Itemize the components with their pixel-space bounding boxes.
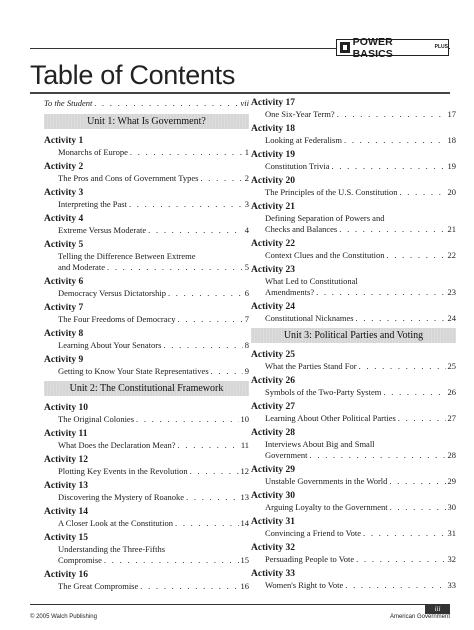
entry-title: Persuading People to Vote xyxy=(265,554,355,564)
unit-heading: Unit 1: What Is Government? xyxy=(44,114,249,129)
entry-title: Plotting Key Events in the Revolution xyxy=(58,466,188,476)
leader-dots xyxy=(356,313,446,324)
leader-dots xyxy=(136,414,238,425)
entry-page: 7 xyxy=(244,314,249,324)
entry-title: Compromise xyxy=(58,555,102,565)
entry-title: Checks and Balances xyxy=(265,224,338,234)
leader-dots xyxy=(337,109,446,120)
activity-number: Activity 12 xyxy=(44,455,89,465)
leader-dots xyxy=(316,287,445,298)
entry-title-line: Telling the Difference Between Extreme xyxy=(58,251,196,261)
leader-dots xyxy=(200,173,242,184)
entry-page: 24 xyxy=(447,313,456,323)
toc-entry xyxy=(44,403,249,425)
toc-left-column xyxy=(44,98,249,596)
entry-title: One Six-Year Term? xyxy=(265,109,335,119)
entry-title-line: Understanding the Three-Fifths xyxy=(58,544,166,554)
entry-page: 19 xyxy=(447,161,456,171)
activity-number: Activity 24 xyxy=(251,302,296,312)
toc-entry xyxy=(44,455,249,477)
activity-number: Activity 16 xyxy=(44,570,89,580)
entry-page: 3 xyxy=(244,199,249,209)
toc-entry xyxy=(251,176,456,198)
entry-title: and Moderate xyxy=(58,262,105,272)
title-rule xyxy=(30,92,450,94)
leader-dots xyxy=(386,250,445,261)
entry-title-line: Defining Separation of Powers and xyxy=(265,213,385,223)
activity-number: Activity 11 xyxy=(44,429,88,439)
entry-page: 26 xyxy=(447,387,456,397)
activity-number: Activity 22 xyxy=(251,239,296,249)
toc-entry xyxy=(44,136,249,158)
toc-entry xyxy=(251,402,456,424)
toc-entry xyxy=(44,570,249,592)
leader-dots xyxy=(399,187,445,198)
toc-entry xyxy=(251,124,456,146)
leader-dots xyxy=(104,555,239,566)
toc-entry xyxy=(251,569,456,591)
activity-number: Activity 17 xyxy=(251,98,296,108)
leader-dots xyxy=(168,288,243,299)
leader-dots xyxy=(163,340,242,351)
entry-title: Interpreting the Past xyxy=(58,199,127,209)
entry-title: Learning About Other Political Parties xyxy=(265,413,396,423)
toc-entry xyxy=(44,240,249,273)
activity-number: Activity 25 xyxy=(251,350,296,360)
leader-dots xyxy=(331,161,445,172)
leader-dots xyxy=(363,528,445,539)
leader-dots xyxy=(178,440,239,451)
toc-entry xyxy=(44,507,249,529)
leader-dots xyxy=(107,262,243,273)
entry-page: 22 xyxy=(447,250,456,260)
leader-dots xyxy=(178,314,243,325)
toc-entry xyxy=(251,98,456,120)
leader-dots xyxy=(345,580,445,591)
brand-badge xyxy=(336,35,449,60)
entry-title: Women's Right to Vote xyxy=(265,580,344,590)
leader-dots xyxy=(211,366,243,377)
toc-entry xyxy=(44,303,249,325)
leader-dots xyxy=(148,225,243,236)
leader-dots xyxy=(389,476,445,487)
leader-dots xyxy=(130,147,243,158)
leader-dots xyxy=(190,466,239,477)
leader-dots xyxy=(140,581,238,592)
entry-page: 1 xyxy=(244,147,249,157)
entry-title: To the Student xyxy=(44,98,93,108)
leader-dots xyxy=(339,224,445,235)
toc-entry xyxy=(251,543,456,565)
activity-number: Activity 15 xyxy=(44,533,89,543)
entry-title: The Original Colonies xyxy=(58,414,135,424)
activity-number: Activity 31 xyxy=(251,517,296,527)
entry-page: 18 xyxy=(447,135,456,145)
activity-number: Activity 9 xyxy=(44,355,84,365)
entry-title: What the Parties Stand For xyxy=(265,361,357,371)
entry-title: Monarchs of Europe xyxy=(58,147,128,157)
entry-title: What Does the Declaration Mean? xyxy=(58,440,176,450)
entry-title: The Principles of the U.S. Constitution xyxy=(265,187,398,197)
entry-page: 15 xyxy=(240,555,249,565)
entry-title: Learning About Your Senators xyxy=(58,340,162,350)
brand-suffix: PLUS xyxy=(434,44,448,50)
copyright-text: © 2005 Walch Publishing xyxy=(30,614,97,620)
entry-page: 6 xyxy=(244,288,249,298)
entry-page: 31 xyxy=(447,528,456,538)
entry-page: 23 xyxy=(447,287,456,297)
activity-number: Activity 10 xyxy=(44,403,89,413)
leader-dots xyxy=(186,492,238,503)
toc-entry xyxy=(251,491,456,513)
toc-entry xyxy=(44,214,249,236)
entry-title-line: What Led to Constitutional xyxy=(265,276,358,286)
book-title: American Government xyxy=(389,614,450,620)
entry-title: Unstable Governments in the World xyxy=(265,476,388,486)
entry-title: Symbols of the Two-Party System xyxy=(265,387,382,397)
entry-title: Democracy Versus Dictatorship xyxy=(58,288,166,298)
entry-title: The Great Compromise xyxy=(58,581,139,591)
activity-number: Activity 19 xyxy=(251,150,296,160)
entry-title-line: Interviews About Big and Small xyxy=(265,439,375,449)
entry-title: Arguing Loyalty to the Government xyxy=(265,502,388,512)
activity-number: Activity 7 xyxy=(44,303,84,313)
activity-number: Activity 27 xyxy=(251,402,296,412)
activity-number: Activity 6 xyxy=(44,277,84,287)
activity-number: Activity 28 xyxy=(251,428,296,438)
activity-number: Activity 26 xyxy=(251,376,296,386)
entry-page: 21 xyxy=(447,224,456,234)
brand-logo-icon xyxy=(340,42,350,53)
entry-page: 30 xyxy=(447,502,456,512)
entry-page: 12 xyxy=(240,466,249,476)
footer-rule xyxy=(30,604,450,605)
leader-dots xyxy=(359,361,446,372)
toc-entry-intro xyxy=(44,98,249,108)
activity-number: Activity 8 xyxy=(44,329,84,339)
activity-number: Activity 5 xyxy=(44,240,84,250)
entry-title: Getting to Know Your State Representatives xyxy=(58,366,209,376)
toc-entry xyxy=(251,202,456,235)
toc-entry xyxy=(44,277,249,299)
entry-page: 10 xyxy=(240,414,249,424)
entry-title: Convincing a Friend to Vote xyxy=(265,528,362,538)
entry-page: 28 xyxy=(447,450,456,460)
toc-entry xyxy=(251,265,456,298)
toc-entry xyxy=(251,517,456,539)
entry-page: 33 xyxy=(447,580,456,590)
leader-dots xyxy=(383,387,445,398)
leader-dots xyxy=(344,135,446,146)
toc-entry xyxy=(44,162,249,184)
entry-page: 32 xyxy=(447,554,456,564)
activity-number: Activity 4 xyxy=(44,214,84,224)
activity-number: Activity 23 xyxy=(251,265,296,275)
entry-page: 4 xyxy=(244,225,249,235)
entry-page: 27 xyxy=(447,413,456,423)
toc-entry xyxy=(251,302,456,324)
entry-title: Looking at Federalism xyxy=(265,135,342,145)
toc-entry xyxy=(251,150,456,172)
toc-right-column xyxy=(251,98,456,595)
toc-entry xyxy=(44,481,249,503)
entry-page: 9 xyxy=(244,366,249,376)
entry-title: Constitution Trivia xyxy=(265,161,330,171)
leader-dots xyxy=(129,199,243,210)
entry-page: 11 xyxy=(240,440,249,450)
leader-dots xyxy=(175,518,239,529)
entry-page: 17 xyxy=(447,109,456,119)
unit-heading: Unit 3: Political Parties and Voting xyxy=(251,328,456,343)
activity-number: Activity 33 xyxy=(251,569,296,579)
toc-entry xyxy=(44,355,249,377)
activity-number: Activity 20 xyxy=(251,176,296,186)
unit-heading: Unit 2: The Constitutional Framework xyxy=(44,381,249,396)
leader-dots xyxy=(310,450,446,461)
page-number: iii xyxy=(425,605,450,614)
toc-entry xyxy=(44,429,249,451)
activity-number: Activity 18 xyxy=(251,124,296,134)
activity-number: Activity 1 xyxy=(44,136,84,146)
entry-page: 8 xyxy=(244,340,249,350)
entry-title: Amendments? xyxy=(265,287,315,297)
entry-title: A Closer Look at the Constitution xyxy=(58,518,173,528)
entry-page: 16 xyxy=(240,581,249,591)
entry-title: Context Clues and the Constitution xyxy=(265,250,385,260)
entry-title: Extreme Versus Moderate xyxy=(58,225,147,235)
brand-name: POWER BASICS xyxy=(352,35,393,60)
activity-number: Activity 13 xyxy=(44,481,89,491)
toc-entry xyxy=(251,350,456,372)
toc-entry xyxy=(44,533,249,566)
entry-title: The Four Freedoms of Democracy xyxy=(58,314,176,324)
entry-page: 29 xyxy=(447,476,456,486)
leader-dots xyxy=(94,98,238,108)
activity-number: Activity 32 xyxy=(251,543,296,553)
entry-page: vii xyxy=(240,98,249,108)
leader-dots xyxy=(390,502,446,513)
activity-number: Activity 2 xyxy=(44,162,84,172)
toc-entry xyxy=(251,428,456,461)
entry-page: 2 xyxy=(244,173,249,183)
toc-entry xyxy=(44,329,249,351)
entry-title: Constitutional Nicknames xyxy=(265,313,354,323)
entry-page: 25 xyxy=(447,361,456,371)
page-title: Table of Contents xyxy=(30,60,236,90)
activity-number: Activity 29 xyxy=(251,465,296,475)
entry-title: Government xyxy=(265,450,308,460)
leader-dots xyxy=(398,413,446,424)
activity-number: Activity 21 xyxy=(251,202,296,212)
toc-entry xyxy=(251,239,456,261)
toc-entry xyxy=(251,376,456,398)
entry-page: 14 xyxy=(240,518,249,528)
entry-page: 5 xyxy=(244,262,249,272)
toc-entry xyxy=(44,188,249,210)
leader-dots xyxy=(356,554,445,565)
entry-page: 20 xyxy=(447,187,456,197)
entry-page: 13 xyxy=(240,492,249,502)
entry-title: Discovering the Mystery of Roanoke xyxy=(58,492,185,502)
entry-title: The Pros and Cons of Government Types xyxy=(58,173,199,183)
activity-number: Activity 30 xyxy=(251,491,296,501)
activity-number: Activity 14 xyxy=(44,507,89,517)
activity-number: Activity 3 xyxy=(44,188,84,198)
toc-entry xyxy=(251,465,456,487)
